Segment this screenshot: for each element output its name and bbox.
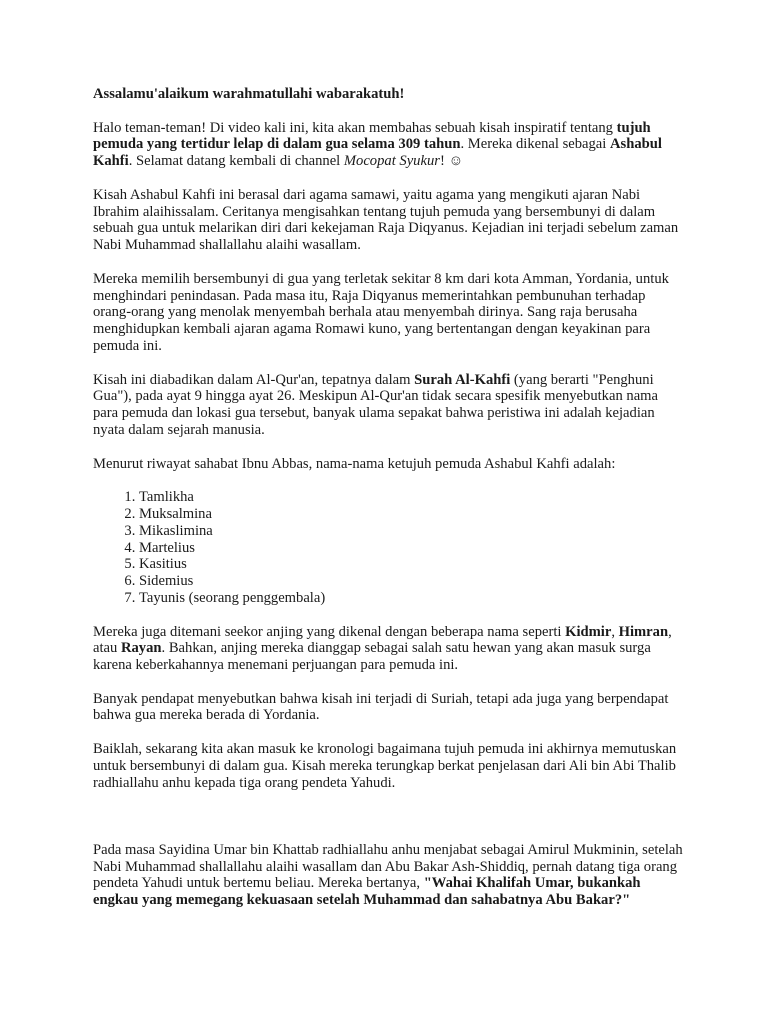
- greeting-heading: Assalamu'alaikum warahmatullahi wabarakatuh!: [93, 86, 405, 102]
- names-list: [93, 489, 683, 607]
- intro-text-3: . Selamat datang kembali di channel: [128, 153, 344, 170]
- dog-text-4: . Bahkan, anjing mereka dianggap sebagai salah satu hewan yang akan masuk surga karena keberkahannya menemani perjuangan para pemuda ini.: [93, 640, 651, 674]
- place-paragraph: Banyak pendapat menyebutkan bahwa kisah ini terjadi di Suriah, tetapi ada juga yang berpendapat bahwa gua mereka berada di Yordania.: [93, 690, 669, 724]
- list-item: 1. Tamlikha: [139, 489, 683, 506]
- dog-name-himran: Himran: [618, 623, 669, 640]
- list-item: 5. Kasitius: [139, 556, 683, 573]
- umar-quote: "Wahai Khalifah Umar, bukankah engkau yang memegang kekuasaan setelah Muhammad dan sahabatnya Abu Bakar?": [93, 875, 641, 909]
- dog-name-kidmir: Kidmir: [565, 623, 612, 640]
- list-item: 7. Tayunis (seorang penggembala): [139, 590, 683, 607]
- names-intro-paragraph: Menurut riwayat sahabat Ibnu Abbas, nama-nama ketujuh pemuda Ashabul Kahfi adalah:: [93, 455, 616, 472]
- umar-text: Pada masa Sayidina Umar bin Khattab radhiallahu anhu menjabat sebagai Amirul Mukminin, setelah Nabi Muhammad shallallahu alaihi wasallam dan Abu Bakar Ash-Shiddiq, pernah datang tiga orang pendeta Yahudi untuk bertemu beliau. Mereka bertanya,: [93, 841, 683, 892]
- list-item: 4. Martelius: [139, 540, 683, 557]
- dog-paragraph: [93, 624, 683, 674]
- quran-text-2: (yang berarti "Penghuni Gua"), pada ayat 9 hingga ayat 26. Meskipun Al-Qur'an tidak secara spesifik menyebutkan nama para pemuda dan lokasi gua tersebut, banyak ulama sepakat bahwa peristiwa ini adalah kejadian nyata dalam sejarah manusia.: [93, 371, 659, 438]
- intro-paragraph: [93, 120, 683, 170]
- list-item: 6. Sidemius: [139, 573, 683, 590]
- intro-bold-topic: tujuh pemuda yang tertidur lelap di dalam gua selama 309 tahun: [93, 119, 651, 153]
- dog-text-3: , atau: [93, 623, 672, 657]
- chronology-paragraph: Baiklah, sekarang kita akan masuk ke kronologi bagaimana tujuh pemuda ini akhirnya memutuskan untuk bersembunyi di dalam gua. Kisah mereka terungkap berkat penjelasan dari Ali bin Abi Thalib radhiallahu anhu kepada tiga orang pendeta Yahudi.: [93, 741, 677, 791]
- dog-text-1: Mereka juga ditemani seekor anjing yang dikenal dengan beberapa nama seperti: [93, 623, 566, 640]
- list-item: 2. Muksalmina: [139, 506, 683, 523]
- origin-paragraph: Kisah Ashabul Kahfi ini berasal dari agama samawi, yaitu agama yang mengikuti ajaran Nabi Ibrahim alaihissalam. Ceritanya mengisahkan tentang tujuh pemuda yang bersembunyi di dalam sebuah gua untuk melarikan diri dari kekejaman Raja Diqyanus. Kejadian ini terjadi sebelum zaman Nabi Muhammad shallallahu alaihi wasallam.: [93, 186, 679, 254]
- document-page: [93, 86, 683, 926]
- intro-text-2: . Mereka dikenal sebagai: [460, 136, 610, 153]
- intro-text-1: Halo teman-teman! Di video kali ini, kita akan membahas sebuah kisah inspiratif tentang: [93, 119, 617, 136]
- intro-text-4: ! ☺: [439, 153, 464, 170]
- umar-paragraph: [93, 842, 683, 909]
- list-item: 3. Mikaslimina: [139, 523, 683, 540]
- quran-paragraph: [93, 372, 683, 439]
- quran-text-1: Kisah ini diabadikan dalam Al-Qur'an, tepatnya dalam: [93, 371, 415, 388]
- intro-bold-name: Ashabul Kahfi: [93, 136, 662, 170]
- location-paragraph: Mereka memilih bersembunyi di gua yang terletak sekitar 8 km dari kota Amman, Yordania, untuk menghindari penindasan. Pada masa itu, Raja Diqyanus memerintahkan pembunuhan terhadap orang-orang yang menolak menyembah berhala atau menyembah dirinya. Sang raja berusaha menghidupkan kembali ajaran agama Romawi kuno, yang bertentangan dengan keyakinan para pemuda ini.: [93, 270, 669, 354]
- surah-name: Surah Al-Kahfi: [414, 371, 511, 388]
- dog-name-rayan: Rayan: [120, 640, 162, 657]
- channel-name: Mocopat Syukur: [343, 153, 440, 170]
- blank-space: [93, 808, 683, 842]
- dog-text-2: ,: [611, 623, 619, 640]
